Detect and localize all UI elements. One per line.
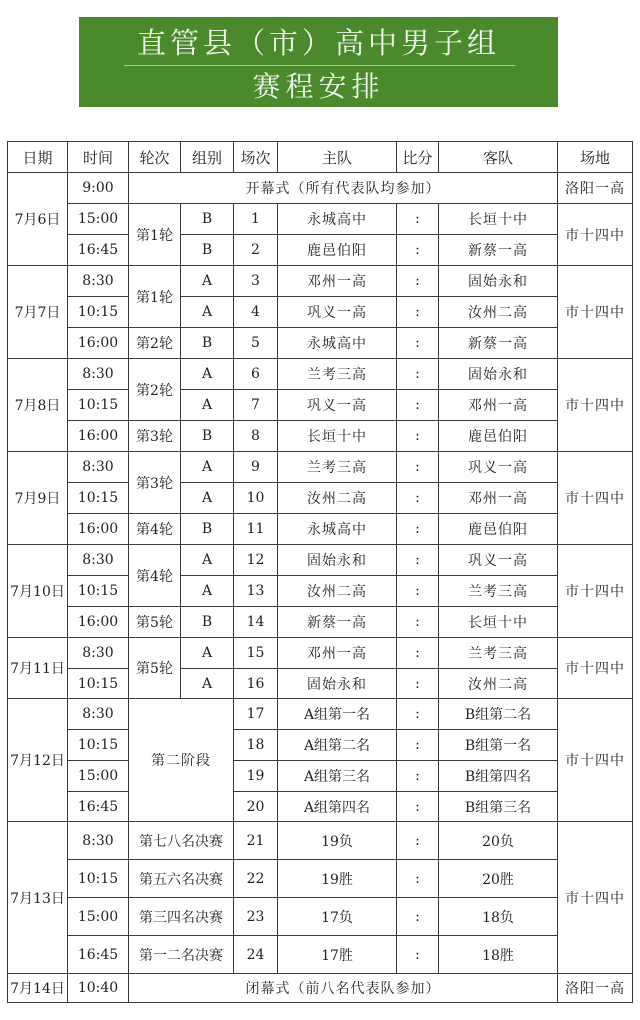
table-row — [8, 761, 633, 792]
match-no-cell: 12 — [234, 545, 278, 576]
time-cell: 16:45 — [68, 936, 129, 974]
table-row — [8, 297, 633, 328]
match-no-cell: 17 — [234, 699, 278, 730]
home-team-cell: 17胜 — [278, 936, 397, 974]
away-team-cell: 长垣十中 — [439, 204, 558, 235]
score-cell: : — [397, 699, 439, 730]
home-team-cell: A组第四名 — [278, 792, 397, 822]
table-row — [8, 452, 633, 483]
score-cell: : — [397, 390, 439, 421]
score-cell: : — [397, 860, 439, 898]
home-team-cell: 永城高中 — [278, 328, 397, 359]
group-cell: A — [181, 390, 234, 421]
away-team-cell: B组第四名 — [439, 761, 558, 792]
venue-cell: 市十四中 — [558, 452, 633, 545]
round-cell: 第5轮 — [129, 638, 181, 699]
time-cell: 8:30 — [68, 638, 129, 669]
header-date: 日期 — [8, 142, 68, 173]
away-team-cell: 新蔡一高 — [439, 328, 558, 359]
time-cell: 8:30 — [68, 699, 129, 730]
group-cell: A — [181, 359, 234, 390]
table-row — [8, 390, 633, 421]
round-cell: 第4轮 — [129, 514, 181, 545]
time-cell: 15:00 — [68, 898, 129, 936]
venue-cell: 市十四中 — [558, 822, 633, 974]
match-no-cell: 16 — [234, 669, 278, 699]
score-cell: : — [397, 607, 439, 638]
table-row — [8, 173, 633, 204]
time-cell: 10:15 — [68, 730, 129, 761]
score-cell: : — [397, 266, 439, 297]
score-cell: : — [397, 936, 439, 974]
venue-cell: 市十四中 — [558, 204, 633, 266]
match-no-cell: 7 — [234, 390, 278, 421]
venue-cell: 洛阳一高 — [558, 173, 633, 204]
time-cell: 10:15 — [68, 576, 129, 607]
home-team-cell: 邓州一高 — [278, 638, 397, 669]
header-row — [8, 142, 633, 173]
home-team-cell: 19负 — [278, 822, 397, 860]
score-cell: : — [397, 483, 439, 514]
match-no-cell: 5 — [234, 328, 278, 359]
match-no-cell: 22 — [234, 860, 278, 898]
away-team-cell: 邓州一高 — [439, 483, 558, 514]
score-cell: : — [397, 792, 439, 822]
title-banner — [79, 17, 558, 107]
score-cell: : — [397, 730, 439, 761]
group-cell: A — [181, 669, 234, 699]
away-team-cell: 新蔡一高 — [439, 235, 558, 266]
away-team-cell: 固始永和 — [439, 266, 558, 297]
round-cell: 第五六名决赛 — [129, 860, 234, 898]
away-team-cell: 18负 — [439, 898, 558, 936]
score-cell: : — [397, 898, 439, 936]
venue-cell: 洛阳一高 — [558, 974, 633, 1003]
time-cell: 10:15 — [68, 390, 129, 421]
match-no-cell: 20 — [234, 792, 278, 822]
time-cell: 16:45 — [68, 235, 129, 266]
away-team-cell: 20胜 — [439, 860, 558, 898]
score-cell: : — [397, 514, 439, 545]
closing-ceremony: 闭幕式（前八名代表队参加） — [129, 974, 558, 1003]
group-cell: B — [181, 328, 234, 359]
time-cell: 16:00 — [68, 514, 129, 545]
home-team-cell: 19胜 — [278, 860, 397, 898]
home-team-cell: A组第三名 — [278, 761, 397, 792]
home-team-cell: 17负 — [278, 898, 397, 936]
date-cell: 7月11日 — [8, 638, 68, 699]
away-team-cell: 兰考三高 — [439, 638, 558, 669]
round-cell: 第3轮 — [129, 421, 181, 452]
date-cell: 7月6日 — [8, 173, 68, 266]
home-team-cell: 邓州一高 — [278, 266, 397, 297]
time-cell: 10:15 — [68, 860, 129, 898]
table-row — [8, 576, 633, 607]
table-row — [8, 699, 633, 730]
table-row — [8, 266, 633, 297]
match-no-cell: 18 — [234, 730, 278, 761]
banner-title-line1: 直管县（市）高中男子组 — [136, 26, 500, 60]
banner-title-line2: 赛程安排 — [252, 70, 385, 103]
table-row — [8, 607, 633, 638]
venue-cell: 市十四中 — [558, 699, 633, 822]
away-team-cell: 固始永和 — [439, 359, 558, 390]
home-team-cell: 新蔡一高 — [278, 607, 397, 638]
away-team-cell: 巩义一高 — [439, 545, 558, 576]
home-team-cell: 永城高中 — [278, 204, 397, 235]
group-cell: B — [181, 204, 234, 235]
score-cell: : — [397, 204, 439, 235]
time-cell: 15:00 — [68, 761, 129, 792]
date-cell: 7月8日 — [8, 359, 68, 452]
match-no-cell: 21 — [234, 822, 278, 860]
score-cell: : — [397, 822, 439, 860]
score-cell: : — [397, 452, 439, 483]
date-cell: 7月14日 — [8, 974, 68, 1003]
home-team-cell: 汝州二高 — [278, 576, 397, 607]
time-cell: 16:00 — [68, 328, 129, 359]
time-cell: 16:45 — [68, 792, 129, 822]
time-cell: 10:15 — [68, 483, 129, 514]
group-cell: A — [181, 297, 234, 328]
round-cell: 第1轮 — [129, 266, 181, 328]
table-row — [8, 483, 633, 514]
table-row — [8, 638, 633, 669]
date-cell: 7月12日 — [8, 699, 68, 822]
table-row — [8, 359, 633, 390]
venue-cell: 市十四中 — [558, 266, 633, 359]
score-cell: : — [397, 638, 439, 669]
group-cell: B — [181, 514, 234, 545]
round-cell: 第4轮 — [129, 545, 181, 607]
group-cell: A — [181, 576, 234, 607]
score-cell: : — [397, 359, 439, 390]
match-no-cell: 4 — [234, 297, 278, 328]
match-no-cell: 11 — [234, 514, 278, 545]
score-cell: : — [397, 669, 439, 699]
time-cell: 8:30 — [68, 266, 129, 297]
away-team-cell: 邓州一高 — [439, 390, 558, 421]
match-no-cell: 8 — [234, 421, 278, 452]
score-cell: : — [397, 297, 439, 328]
time-cell: 10:40 — [68, 974, 129, 1003]
group-cell: A — [181, 266, 234, 297]
group-cell: A — [181, 545, 234, 576]
home-team-cell: 鹿邑伯阳 — [278, 235, 397, 266]
venue-cell: 市十四中 — [558, 359, 633, 452]
table-row — [8, 669, 633, 699]
table-row — [8, 822, 633, 860]
match-no-cell: 24 — [234, 936, 278, 974]
round-cell: 第2轮 — [129, 328, 181, 359]
score-cell: : — [397, 235, 439, 266]
away-team-cell: 巩义一高 — [439, 452, 558, 483]
group-cell: B — [181, 235, 234, 266]
time-cell: 8:30 — [68, 452, 129, 483]
away-team-cell: 汝州二高 — [439, 669, 558, 699]
away-team-cell: 兰考三高 — [439, 576, 558, 607]
home-team-cell: A组第二名 — [278, 730, 397, 761]
table-row — [8, 514, 633, 545]
time-cell: 9:00 — [68, 173, 129, 204]
time-cell: 8:30 — [68, 545, 129, 576]
home-team-cell: 汝州二高 — [278, 483, 397, 514]
round-cell: 第三四名决赛 — [129, 898, 234, 936]
header-venue: 场地 — [558, 142, 633, 173]
time-cell: 10:15 — [68, 669, 129, 699]
away-team-cell: 20负 — [439, 822, 558, 860]
score-cell: : — [397, 576, 439, 607]
header-home: 主队 — [278, 142, 397, 173]
table-row — [8, 730, 633, 761]
date-cell: 7月7日 — [8, 266, 68, 359]
home-team-cell: 兰考三高 — [278, 359, 397, 390]
table-row — [8, 974, 633, 1003]
date-cell: 7月9日 — [8, 452, 68, 545]
time-cell: 16:00 — [68, 607, 129, 638]
round-cell: 第5轮 — [129, 607, 181, 638]
score-cell: : — [397, 328, 439, 359]
time-cell: 15:00 — [68, 204, 129, 235]
score-cell: : — [397, 421, 439, 452]
home-team-cell: 巩义一高 — [278, 297, 397, 328]
away-team-cell: B组第一名 — [439, 730, 558, 761]
time-cell: 16:00 — [68, 421, 129, 452]
match-no-cell: 13 — [234, 576, 278, 607]
score-cell: : — [397, 545, 439, 576]
match-no-cell: 19 — [234, 761, 278, 792]
header-time: 时间 — [68, 142, 129, 173]
away-team-cell: 鹿邑伯阳 — [439, 421, 558, 452]
match-no-cell: 1 — [234, 204, 278, 235]
date-cell: 7月13日 — [8, 822, 68, 974]
group-cell: A — [181, 638, 234, 669]
table-row — [8, 235, 633, 266]
away-team-cell: 汝州二高 — [439, 297, 558, 328]
header-round: 轮次 — [129, 142, 181, 173]
match-no-cell: 23 — [234, 898, 278, 936]
away-team-cell: 18胜 — [439, 936, 558, 974]
time-cell: 10:15 — [68, 297, 129, 328]
stage-cell: 第二阶段 — [129, 699, 234, 822]
table-row — [8, 328, 633, 359]
home-team-cell: 永城高中 — [278, 514, 397, 545]
banner-divider — [124, 65, 515, 66]
venue-cell: 市十四中 — [558, 545, 633, 638]
home-team-cell: 兰考三高 — [278, 452, 397, 483]
match-no-cell: 2 — [234, 235, 278, 266]
table-row — [8, 204, 633, 235]
header-group: 组别 — [181, 142, 234, 173]
match-no-cell: 14 — [234, 607, 278, 638]
match-no-cell: 6 — [234, 359, 278, 390]
home-team-cell: 巩义一高 — [278, 390, 397, 421]
home-team-cell: 固始永和 — [278, 669, 397, 699]
match-no-cell: 15 — [234, 638, 278, 669]
header-match: 场次 — [234, 142, 278, 173]
time-cell: 8:30 — [68, 359, 129, 390]
table-row — [8, 898, 633, 936]
round-cell: 第1轮 — [129, 204, 181, 266]
round-cell: 第一二名决赛 — [129, 936, 234, 974]
table-row — [8, 860, 633, 898]
group-cell: B — [181, 607, 234, 638]
table-row — [8, 792, 633, 822]
round-cell: 第2轮 — [129, 359, 181, 421]
away-team-cell: B组第三名 — [439, 792, 558, 822]
group-cell: B — [181, 421, 234, 452]
away-team-cell: B组第二名 — [439, 699, 558, 730]
round-cell: 第七八名决赛 — [129, 822, 234, 860]
score-cell: : — [397, 761, 439, 792]
schedule-table — [7, 141, 633, 1003]
home-team-cell: A组第一名 — [278, 699, 397, 730]
home-team-cell: 长垣十中 — [278, 421, 397, 452]
round-cell: 第3轮 — [129, 452, 181, 514]
opening-ceremony: 开幕式（所有代表队均参加） — [129, 173, 558, 204]
table-row — [8, 421, 633, 452]
away-team-cell: 长垣十中 — [439, 607, 558, 638]
header-away: 客队 — [439, 142, 558, 173]
time-cell: 8:30 — [68, 822, 129, 860]
group-cell: A — [181, 452, 234, 483]
venue-cell: 市十四中 — [558, 638, 633, 699]
match-no-cell: 3 — [234, 266, 278, 297]
group-cell: A — [181, 483, 234, 514]
match-no-cell: 9 — [234, 452, 278, 483]
table-row — [8, 936, 633, 974]
home-team-cell: 固始永和 — [278, 545, 397, 576]
date-cell: 7月10日 — [8, 545, 68, 638]
away-team-cell: 鹿邑伯阳 — [439, 514, 558, 545]
table-row — [8, 545, 633, 576]
header-score: 比分 — [397, 142, 439, 173]
match-no-cell: 10 — [234, 483, 278, 514]
